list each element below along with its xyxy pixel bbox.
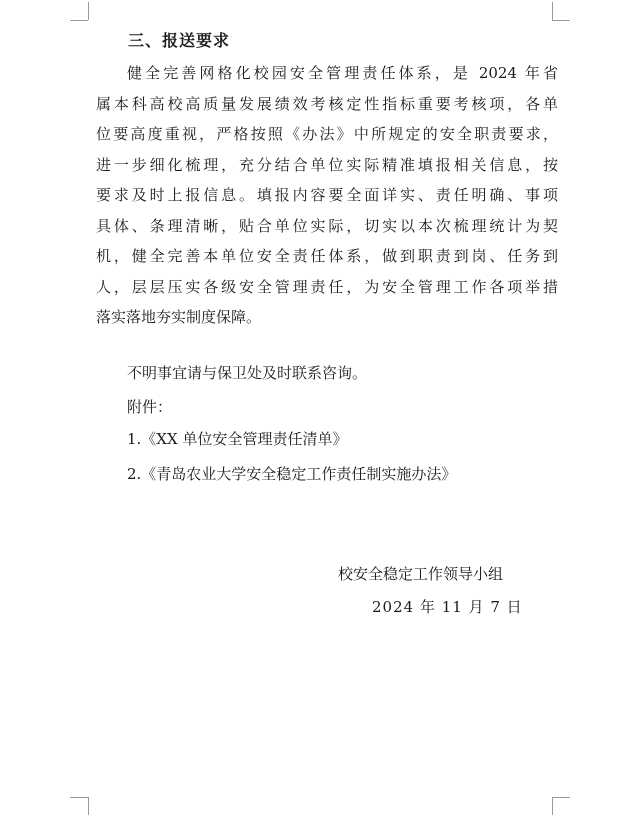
paragraph-contact: 不明事宜请与保卫处及时联系咨询。 <box>127 364 368 382</box>
paragraph-line: 落实落地夯实制度保障。 <box>96 308 262 326</box>
paragraph-line: 健全完善网格化校园安全管理责任体系，是 2024 年省 <box>127 64 558 82</box>
paragraph-line: 进一步细化梳理，充分结合单位实际精准填报相关信息，按 <box>96 155 558 174</box>
paragraph-line: 位要高度重视，严格按照《办法》中所规定的安全职责要求， <box>96 125 558 143</box>
section-heading: 三、报送要求 <box>128 31 231 50</box>
crop-mark-top-right-v <box>552 2 553 20</box>
crop-mark-top-right-h <box>552 20 570 21</box>
crop-mark-top-left-v <box>88 2 89 20</box>
attachment-item: 1.《XX 单位安全管理责任清单》 <box>127 430 348 448</box>
crop-mark-bottom-right-h <box>552 797 570 798</box>
crop-mark-bottom-left-v <box>88 797 89 815</box>
paragraph-requirements <box>96 58 558 333</box>
signature-date: 2024 年 11 月 7 日 <box>372 598 523 616</box>
crop-mark-bottom-left-h <box>70 797 88 798</box>
paragraph-line: 人，层层压实各级安全管理责任，为安全管理工作各项举措 <box>96 277 558 296</box>
attachments-label: 附件： <box>127 398 173 416</box>
paragraph-line: 机，健全完善本单位安全责任体系，做到职责到岗、任务到 <box>96 247 558 265</box>
paragraph-line: 具体、条理清晰，贴合单位实际，切实以本次梳理统计为契 <box>96 216 558 235</box>
crop-mark-bottom-right-v <box>552 797 553 815</box>
paragraph-line: 要求及时上报信息。填报内容要全面详实、责任明确、事项 <box>96 186 558 204</box>
attachment-item: 2.《青岛农业大学安全稳定工作责任制实施办法》 <box>127 465 457 483</box>
signer-name: 校安全稳定工作领导小组 <box>338 565 504 583</box>
crop-mark-top-left-h <box>70 20 88 21</box>
paragraph-line: 属本科高校高质量发展绩效考核定性指标重要考核项，各单 <box>96 94 558 113</box>
